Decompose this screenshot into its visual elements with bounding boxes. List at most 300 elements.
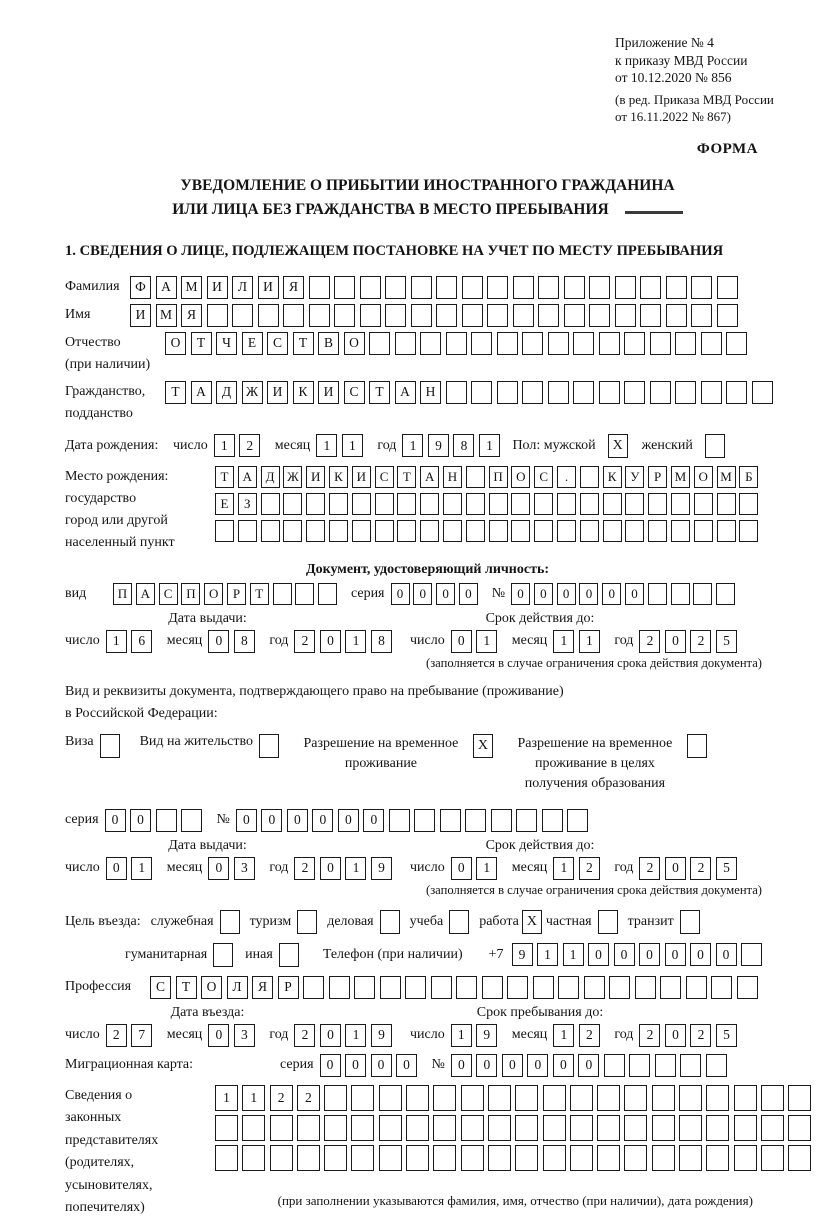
- form-cell[interactable]: [306, 493, 325, 515]
- form-cell[interactable]: [680, 1054, 701, 1077]
- form-cell[interactable]: К: [603, 466, 622, 488]
- form-cell[interactable]: [303, 976, 324, 999]
- form-cell[interactable]: 2: [270, 1085, 293, 1111]
- form-cell[interactable]: [360, 304, 381, 327]
- form-cell[interactable]: 2: [294, 1024, 315, 1047]
- form-cell[interactable]: [207, 304, 228, 327]
- form-cell[interactable]: [570, 1115, 593, 1141]
- purpose-transit-checkbox[interactable]: [680, 910, 700, 934]
- form-cell[interactable]: А: [156, 276, 177, 299]
- form-cell[interactable]: 0: [602, 583, 621, 605]
- form-cell[interactable]: [406, 1115, 429, 1141]
- form-cell[interactable]: [737, 976, 758, 999]
- form-cell[interactable]: [652, 1085, 675, 1111]
- form-cell[interactable]: П: [489, 466, 508, 488]
- form-cell[interactable]: [488, 1085, 511, 1111]
- form-cell[interactable]: 3: [234, 857, 255, 880]
- form-cell[interactable]: [564, 304, 585, 327]
- form-cell[interactable]: [548, 381, 569, 404]
- form-cell[interactable]: [609, 976, 630, 999]
- form-cell[interactable]: Я: [181, 304, 202, 327]
- form-cell[interactable]: К: [293, 381, 314, 404]
- form-cell[interactable]: [597, 1145, 620, 1171]
- form-cell[interactable]: С: [150, 976, 171, 999]
- form-cell[interactable]: [395, 332, 416, 355]
- form-cell[interactable]: [436, 304, 457, 327]
- form-cell[interactable]: [557, 520, 576, 542]
- form-cell[interactable]: [671, 583, 690, 605]
- form-cell[interactable]: [215, 1115, 238, 1141]
- form-cell[interactable]: [461, 1085, 484, 1111]
- form-cell[interactable]: 1: [553, 857, 574, 880]
- form-cell[interactable]: [739, 493, 758, 515]
- form-cell[interactable]: 0: [511, 583, 530, 605]
- form-cell[interactable]: [761, 1145, 784, 1171]
- form-cell[interactable]: [648, 493, 667, 515]
- form-cell[interactable]: 0: [451, 630, 472, 653]
- form-cell[interactable]: [283, 493, 302, 515]
- form-cell[interactable]: 0: [553, 1054, 574, 1077]
- purpose-other-checkbox[interactable]: [279, 943, 299, 967]
- form-cell[interactable]: Ф: [130, 276, 151, 299]
- form-cell[interactable]: [734, 1145, 757, 1171]
- form-cell[interactable]: [603, 493, 622, 515]
- form-cell[interactable]: [640, 304, 661, 327]
- form-cell[interactable]: 0: [578, 1054, 599, 1077]
- form-cell[interactable]: [629, 1054, 650, 1077]
- form-cell[interactable]: [351, 1085, 374, 1111]
- form-cell[interactable]: Р: [278, 976, 299, 999]
- form-cell[interactable]: [570, 1145, 593, 1171]
- form-cell[interactable]: [515, 1085, 538, 1111]
- form-cell[interactable]: [352, 520, 371, 542]
- form-cell[interactable]: 1: [563, 943, 584, 966]
- form-cell[interactable]: [706, 1085, 729, 1111]
- form-cell[interactable]: [597, 1115, 620, 1141]
- form-cell[interactable]: Ж: [242, 381, 263, 404]
- form-cell[interactable]: [671, 520, 690, 542]
- form-cell[interactable]: [375, 520, 394, 542]
- female-checkbox[interactable]: [705, 434, 725, 458]
- form-cell[interactable]: [324, 1145, 347, 1171]
- form-cell[interactable]: [717, 304, 738, 327]
- form-cell[interactable]: Я: [283, 276, 304, 299]
- form-cell[interactable]: [660, 976, 681, 999]
- form-cell[interactable]: И: [352, 466, 371, 488]
- purpose-official-checkbox[interactable]: [220, 910, 240, 934]
- form-cell[interactable]: 0: [345, 1054, 366, 1077]
- form-cell[interactable]: [615, 276, 636, 299]
- form-cell[interactable]: [466, 520, 485, 542]
- form-cell[interactable]: 0: [320, 630, 341, 653]
- form-cell[interactable]: [679, 1145, 702, 1171]
- form-cell[interactable]: [788, 1115, 811, 1141]
- form-cell[interactable]: 8: [234, 630, 255, 653]
- form-cell[interactable]: 0: [476, 1054, 497, 1077]
- form-cell[interactable]: [691, 304, 712, 327]
- form-cell[interactable]: 0: [534, 583, 553, 605]
- form-cell[interactable]: [679, 1085, 702, 1111]
- temp-residence-edu-checkbox[interactable]: [687, 734, 707, 758]
- purpose-tourism-checkbox[interactable]: [297, 910, 317, 934]
- form-cell[interactable]: [431, 976, 452, 999]
- form-cell[interactable]: [334, 304, 355, 327]
- form-cell[interactable]: [318, 583, 337, 605]
- form-cell[interactable]: [625, 520, 644, 542]
- form-cell[interactable]: [761, 1085, 784, 1111]
- form-cell[interactable]: В: [318, 332, 339, 355]
- form-cell[interactable]: [788, 1145, 811, 1171]
- form-cell[interactable]: [580, 493, 599, 515]
- form-cell[interactable]: [456, 976, 477, 999]
- temp-residence-checkbox[interactable]: X: [473, 734, 493, 758]
- form-cell[interactable]: [497, 381, 518, 404]
- form-cell[interactable]: Б: [739, 466, 758, 488]
- form-cell[interactable]: [706, 1054, 727, 1077]
- form-cell[interactable]: [466, 466, 485, 488]
- form-cell[interactable]: [461, 1115, 484, 1141]
- purpose-private-checkbox[interactable]: [598, 910, 618, 934]
- form-cell[interactable]: [488, 1145, 511, 1171]
- form-cell[interactable]: 0: [451, 857, 472, 880]
- form-cell[interactable]: 0: [436, 583, 455, 605]
- form-cell[interactable]: [599, 381, 620, 404]
- form-cell[interactable]: [522, 332, 543, 355]
- form-cell[interactable]: [379, 1085, 402, 1111]
- form-cell[interactable]: [466, 493, 485, 515]
- form-cell[interactable]: [443, 493, 462, 515]
- form-cell[interactable]: [573, 332, 594, 355]
- form-cell[interactable]: [433, 1085, 456, 1111]
- form-cell[interactable]: А: [238, 466, 257, 488]
- form-cell[interactable]: [538, 304, 559, 327]
- form-cell[interactable]: [604, 1054, 625, 1077]
- purpose-study-checkbox[interactable]: [449, 910, 469, 934]
- form-cell[interactable]: М: [671, 466, 690, 488]
- form-cell[interactable]: [533, 976, 554, 999]
- form-cell[interactable]: [686, 976, 707, 999]
- form-cell[interactable]: [650, 381, 671, 404]
- form-cell[interactable]: [666, 304, 687, 327]
- form-cell[interactable]: 0: [391, 583, 410, 605]
- form-cell[interactable]: [258, 304, 279, 327]
- form-cell[interactable]: И: [267, 381, 288, 404]
- form-cell[interactable]: 1: [579, 630, 600, 653]
- form-cell[interactable]: 0: [625, 583, 644, 605]
- form-cell[interactable]: 0: [320, 1054, 341, 1077]
- form-cell[interactable]: 0: [665, 630, 686, 653]
- form-cell[interactable]: [380, 976, 401, 999]
- form-cell[interactable]: [436, 276, 457, 299]
- form-cell[interactable]: [351, 1145, 374, 1171]
- form-cell[interactable]: [487, 304, 508, 327]
- form-cell[interactable]: [726, 332, 747, 355]
- form-cell[interactable]: [443, 520, 462, 542]
- form-cell[interactable]: [488, 1115, 511, 1141]
- form-cell[interactable]: [573, 381, 594, 404]
- form-cell[interactable]: 7: [131, 1024, 152, 1047]
- form-cell[interactable]: [465, 809, 486, 832]
- form-cell[interactable]: 0: [287, 809, 308, 832]
- form-cell[interactable]: 0: [614, 943, 635, 966]
- form-cell[interactable]: 0: [236, 809, 257, 832]
- form-cell[interactable]: [625, 493, 644, 515]
- form-cell[interactable]: [433, 1145, 456, 1171]
- form-cell[interactable]: 2: [294, 630, 315, 653]
- form-cell[interactable]: [489, 520, 508, 542]
- form-cell[interactable]: [522, 381, 543, 404]
- form-cell[interactable]: [558, 976, 579, 999]
- form-cell[interactable]: [739, 520, 758, 542]
- form-cell[interactable]: С: [344, 381, 365, 404]
- form-cell[interactable]: [487, 276, 508, 299]
- form-cell[interactable]: .: [557, 466, 576, 488]
- form-cell[interactable]: 2: [579, 857, 600, 880]
- form-cell[interactable]: [511, 520, 530, 542]
- form-cell[interactable]: И: [258, 276, 279, 299]
- form-cell[interactable]: Л: [227, 976, 248, 999]
- form-cell[interactable]: 8: [371, 630, 392, 653]
- form-cell[interactable]: 2: [639, 630, 660, 653]
- form-cell[interactable]: 0: [371, 1054, 392, 1077]
- form-cell[interactable]: И: [306, 466, 325, 488]
- form-cell[interactable]: 1: [537, 943, 558, 966]
- form-cell[interactable]: Ж: [283, 466, 302, 488]
- form-cell[interactable]: [334, 276, 355, 299]
- form-cell[interactable]: 1: [106, 630, 127, 653]
- form-cell[interactable]: [752, 381, 773, 404]
- form-cell[interactable]: Т: [176, 976, 197, 999]
- form-cell[interactable]: И: [130, 304, 151, 327]
- form-cell[interactable]: [624, 332, 645, 355]
- form-cell[interactable]: 0: [459, 583, 478, 605]
- form-cell[interactable]: 0: [557, 583, 576, 605]
- form-cell[interactable]: [741, 943, 762, 966]
- form-cell[interactable]: [297, 1115, 320, 1141]
- form-cell[interactable]: Р: [648, 466, 667, 488]
- form-cell[interactable]: 2: [239, 434, 260, 457]
- form-cell[interactable]: З: [238, 493, 257, 515]
- form-cell[interactable]: [548, 332, 569, 355]
- form-cell[interactable]: [406, 1145, 429, 1171]
- form-cell[interactable]: С: [534, 466, 553, 488]
- form-cell[interactable]: Т: [397, 466, 416, 488]
- form-cell[interactable]: [515, 1115, 538, 1141]
- form-cell[interactable]: [706, 1115, 729, 1141]
- form-cell[interactable]: [497, 332, 518, 355]
- form-cell[interactable]: 1: [451, 1024, 472, 1047]
- form-cell[interactable]: Н: [443, 466, 462, 488]
- form-cell[interactable]: П: [113, 583, 132, 605]
- form-cell[interactable]: 0: [208, 857, 229, 880]
- form-cell[interactable]: [273, 583, 292, 605]
- form-cell[interactable]: [406, 1085, 429, 1111]
- form-cell[interactable]: 0: [639, 943, 660, 966]
- form-cell[interactable]: [507, 976, 528, 999]
- form-cell[interactable]: [351, 1115, 374, 1141]
- form-cell[interactable]: [489, 493, 508, 515]
- form-cell[interactable]: 1: [345, 857, 366, 880]
- form-cell[interactable]: Д: [261, 466, 280, 488]
- form-cell[interactable]: [615, 304, 636, 327]
- visa-checkbox[interactable]: [100, 734, 120, 758]
- form-cell[interactable]: [570, 1085, 593, 1111]
- form-cell[interactable]: 0: [261, 809, 282, 832]
- form-cell[interactable]: [397, 493, 416, 515]
- form-cell[interactable]: [491, 809, 512, 832]
- form-cell[interactable]: [734, 1085, 757, 1111]
- form-cell[interactable]: 9: [428, 434, 449, 457]
- form-cell[interactable]: [462, 304, 483, 327]
- form-cell[interactable]: [693, 583, 712, 605]
- form-cell[interactable]: [717, 493, 736, 515]
- form-cell[interactable]: [329, 976, 350, 999]
- form-cell[interactable]: П: [181, 583, 200, 605]
- form-cell[interactable]: [309, 304, 330, 327]
- form-cell[interactable]: [666, 276, 687, 299]
- form-cell[interactable]: 0: [527, 1054, 548, 1077]
- form-cell[interactable]: [511, 493, 530, 515]
- form-cell[interactable]: И: [318, 381, 339, 404]
- form-cell[interactable]: 0: [363, 809, 384, 832]
- form-cell[interactable]: [446, 332, 467, 355]
- form-cell[interactable]: [534, 493, 553, 515]
- form-cell[interactable]: [726, 381, 747, 404]
- form-cell[interactable]: 5: [716, 1024, 737, 1047]
- form-cell[interactable]: Т: [215, 466, 234, 488]
- form-cell[interactable]: Т: [191, 332, 212, 355]
- form-cell[interactable]: [440, 809, 461, 832]
- form-cell[interactable]: 2: [294, 857, 315, 880]
- form-cell[interactable]: [242, 1145, 265, 1171]
- form-cell[interactable]: 1: [345, 630, 366, 653]
- form-cell[interactable]: 2: [579, 1024, 600, 1047]
- form-cell[interactable]: А: [395, 381, 416, 404]
- form-cell[interactable]: [242, 1115, 265, 1141]
- form-cell[interactable]: 0: [105, 809, 126, 832]
- form-cell[interactable]: 1: [242, 1085, 265, 1111]
- form-cell[interactable]: 0: [338, 809, 359, 832]
- form-cell[interactable]: [648, 520, 667, 542]
- form-cell[interactable]: [589, 304, 610, 327]
- form-cell[interactable]: [734, 1115, 757, 1141]
- form-cell[interactable]: [788, 1085, 811, 1111]
- form-cell[interactable]: [215, 1145, 238, 1171]
- form-cell[interactable]: К: [329, 466, 348, 488]
- form-cell[interactable]: 5: [716, 630, 737, 653]
- form-cell[interactable]: 9: [371, 1024, 392, 1047]
- form-cell[interactable]: [580, 466, 599, 488]
- form-cell[interactable]: [462, 276, 483, 299]
- form-cell[interactable]: [354, 976, 375, 999]
- form-cell[interactable]: М: [156, 304, 177, 327]
- form-cell[interactable]: [671, 493, 690, 515]
- form-cell[interactable]: 1: [402, 434, 423, 457]
- form-cell[interactable]: О: [694, 466, 713, 488]
- form-cell[interactable]: [513, 276, 534, 299]
- form-cell[interactable]: 0: [312, 809, 333, 832]
- form-cell[interactable]: [420, 520, 439, 542]
- form-cell[interactable]: [411, 276, 432, 299]
- form-cell[interactable]: [635, 976, 656, 999]
- form-cell[interactable]: [701, 332, 722, 355]
- form-cell[interactable]: 1: [131, 857, 152, 880]
- form-cell[interactable]: Л: [232, 276, 253, 299]
- form-cell[interactable]: 0: [396, 1054, 417, 1077]
- form-cell[interactable]: [650, 332, 671, 355]
- form-cell[interactable]: [261, 520, 280, 542]
- form-cell[interactable]: 0: [413, 583, 432, 605]
- form-cell[interactable]: 3: [234, 1024, 255, 1047]
- form-cell[interactable]: 2: [639, 1024, 660, 1047]
- form-cell[interactable]: Р: [227, 583, 246, 605]
- form-cell[interactable]: [283, 520, 302, 542]
- form-cell[interactable]: 0: [208, 630, 229, 653]
- form-cell[interactable]: [461, 1145, 484, 1171]
- form-cell[interactable]: 6: [131, 630, 152, 653]
- form-cell[interactable]: [306, 520, 325, 542]
- form-cell[interactable]: 1: [316, 434, 337, 457]
- form-cell[interactable]: [360, 276, 381, 299]
- form-cell[interactable]: 1: [345, 1024, 366, 1047]
- form-cell[interactable]: 2: [639, 857, 660, 880]
- form-cell[interactable]: [557, 493, 576, 515]
- purpose-work-checkbox[interactable]: X: [522, 910, 542, 934]
- form-cell[interactable]: 0: [665, 1024, 686, 1047]
- form-cell[interactable]: [564, 276, 585, 299]
- form-cell[interactable]: М: [717, 466, 736, 488]
- form-cell[interactable]: [543, 1115, 566, 1141]
- form-cell[interactable]: [599, 332, 620, 355]
- form-cell[interactable]: 0: [579, 583, 598, 605]
- form-cell[interactable]: [624, 1115, 647, 1141]
- form-cell[interactable]: А: [191, 381, 212, 404]
- form-cell[interactable]: [411, 304, 432, 327]
- form-cell[interactable]: 2: [690, 857, 711, 880]
- form-cell[interactable]: 0: [588, 943, 609, 966]
- form-cell[interactable]: [385, 276, 406, 299]
- form-cell[interactable]: А: [136, 583, 155, 605]
- form-cell[interactable]: О: [201, 976, 222, 999]
- form-cell[interactable]: [542, 809, 563, 832]
- form-cell[interactable]: Т: [165, 381, 186, 404]
- form-cell[interactable]: [324, 1085, 347, 1111]
- form-cell[interactable]: [589, 276, 610, 299]
- form-cell[interactable]: 0: [208, 1024, 229, 1047]
- form-cell[interactable]: 0: [665, 943, 686, 966]
- form-cell[interactable]: [379, 1145, 402, 1171]
- form-cell[interactable]: М: [181, 276, 202, 299]
- form-cell[interactable]: Н: [420, 381, 441, 404]
- form-cell[interactable]: [711, 976, 732, 999]
- form-cell[interactable]: [567, 809, 588, 832]
- form-cell[interactable]: [420, 493, 439, 515]
- form-cell[interactable]: 0: [665, 857, 686, 880]
- form-cell[interactable]: У: [625, 466, 644, 488]
- form-cell[interactable]: 2: [297, 1085, 320, 1111]
- form-cell[interactable]: [385, 304, 406, 327]
- form-cell[interactable]: [389, 809, 410, 832]
- form-cell[interactable]: Я: [252, 976, 273, 999]
- form-cell[interactable]: [516, 809, 537, 832]
- form-cell[interactable]: [534, 520, 553, 542]
- form-cell[interactable]: Е: [215, 493, 234, 515]
- form-cell[interactable]: 9: [476, 1024, 497, 1047]
- form-cell[interactable]: [706, 1145, 729, 1171]
- form-cell[interactable]: [433, 1115, 456, 1141]
- form-cell[interactable]: [691, 276, 712, 299]
- form-cell[interactable]: 1: [553, 630, 574, 653]
